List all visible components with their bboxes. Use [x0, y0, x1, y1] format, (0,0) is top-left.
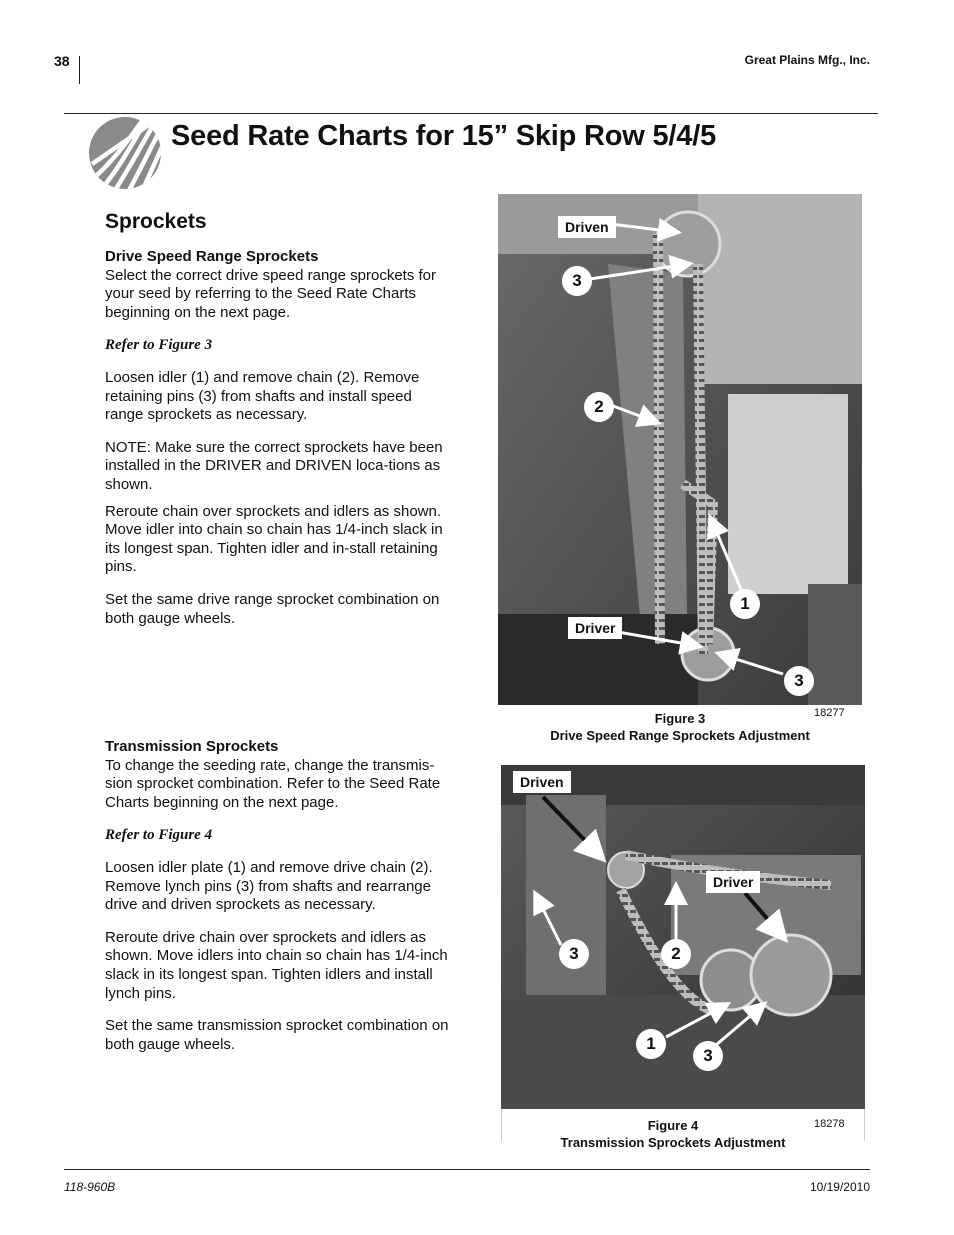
figure-3-photo	[498, 194, 862, 705]
drive-speed-step2: Reroute chain over sprockets and idlers as shown. Move idler into chain so chain has 1/4-inch slack in its longest span. Tighten idler and in-stall retaining pins.	[105, 502, 443, 576]
figure-4-title: Transmission Sprockets Adjustment	[560, 1135, 786, 1150]
drive-speed-heading: Drive Speed Range Sprockets	[105, 248, 319, 265]
figure-4-number: Figure 4	[647, 1118, 699, 1133]
document-date: 10/19/2010	[809, 1180, 870, 1194]
drive-speed-intro: Select the correct drive speed range sprockets for your seed by referring to the Seed Rate Charts beginning on the next page.	[105, 266, 436, 321]
document-number: 118-960B	[64, 1180, 116, 1194]
drive-speed-note: NOTE: Make sure the correct sprockets have been installed in the DRIVER and DRIVEN loca-tions as shown.	[105, 438, 443, 493]
figure-4-callout-1: 1	[636, 1029, 666, 1059]
section-title: Sprockets	[105, 210, 207, 233]
footer-rule	[64, 1169, 870, 1170]
drive-speed-step3: Set the same drive range sprocket combination on both gauge wheels.	[105, 590, 440, 627]
figure-4-label-driver: Driver	[706, 871, 760, 893]
figure-4-image-id: 18278	[814, 1118, 845, 1130]
page-title: Seed Rate Charts for 15” Skip Row 5/4/5	[171, 120, 716, 152]
figure-4-label-driven: Driven	[513, 771, 571, 793]
transmission-step2: Reroute drive chain over sprockets and idlers as shown. Move idlers into chain so chain has 1/4-inch slack in its longest span. Tighten idlers and install lynch pins.	[105, 928, 448, 1002]
great-plains-logo-icon	[88, 116, 162, 190]
figure-3-caption	[498, 710, 862, 744]
figure-4-photo	[501, 765, 865, 1109]
figure-3-label-driven: Driven	[558, 216, 616, 238]
figure-3-callout-3-top: 3	[562, 266, 592, 296]
drive-speed-step1: Loosen idler (1) and remove chain (2). Remove retaining pins (3) from shafts and install speed range sprockets as necessary.	[105, 368, 420, 424]
transmission-step3: Set the same transmission sprocket combination on both gauge wheels.	[105, 1017, 449, 1053]
drive-speed-block	[105, 248, 450, 628]
figure-3-callout-2: 2	[584, 392, 614, 422]
figure-4-caption	[501, 1117, 845, 1151]
header-divider	[79, 56, 80, 84]
figure-4-callout-3-right: 3	[693, 1041, 723, 1071]
figure-3-label-driver: Driver	[568, 617, 622, 639]
figure-4-callout-3-left: 3	[559, 939, 589, 969]
drive-speed-refer: Refer to Figure 3	[105, 337, 213, 354]
transmission-heading: Transmission Sprockets	[105, 738, 279, 755]
figure-3-title: Drive Speed Range Sprockets Adjustment	[550, 728, 810, 743]
transmission-intro: To change the seeding rate, change the transmis-sion sprocket combination. Refer to the Seed Rate Charts beginning on the next page.	[105, 756, 441, 811]
transmission-step1: Loosen idler plate (1) and remove drive chain (2). Remove lynch pins (3) from shafts and rearrange drive and driven sprockets as necessary.	[105, 858, 433, 914]
transmission-refer: Refer to Figure 4	[105, 827, 213, 844]
figure-4-frame-right	[864, 1109, 865, 1141]
page-number: 38	[54, 53, 70, 69]
figure-3-callout-1: 1	[730, 589, 760, 619]
transmission-block	[105, 738, 450, 1054]
figure-4-callout-2: 2	[661, 939, 691, 969]
company-name: Great Plains Mfg., Inc.	[744, 53, 870, 67]
figure-3-callout-3-bottom: 3	[784, 666, 814, 696]
top-rule	[64, 113, 878, 114]
figure-3-image-id: 18277	[814, 707, 845, 719]
figure-3-number: Figure 3	[654, 711, 706, 726]
